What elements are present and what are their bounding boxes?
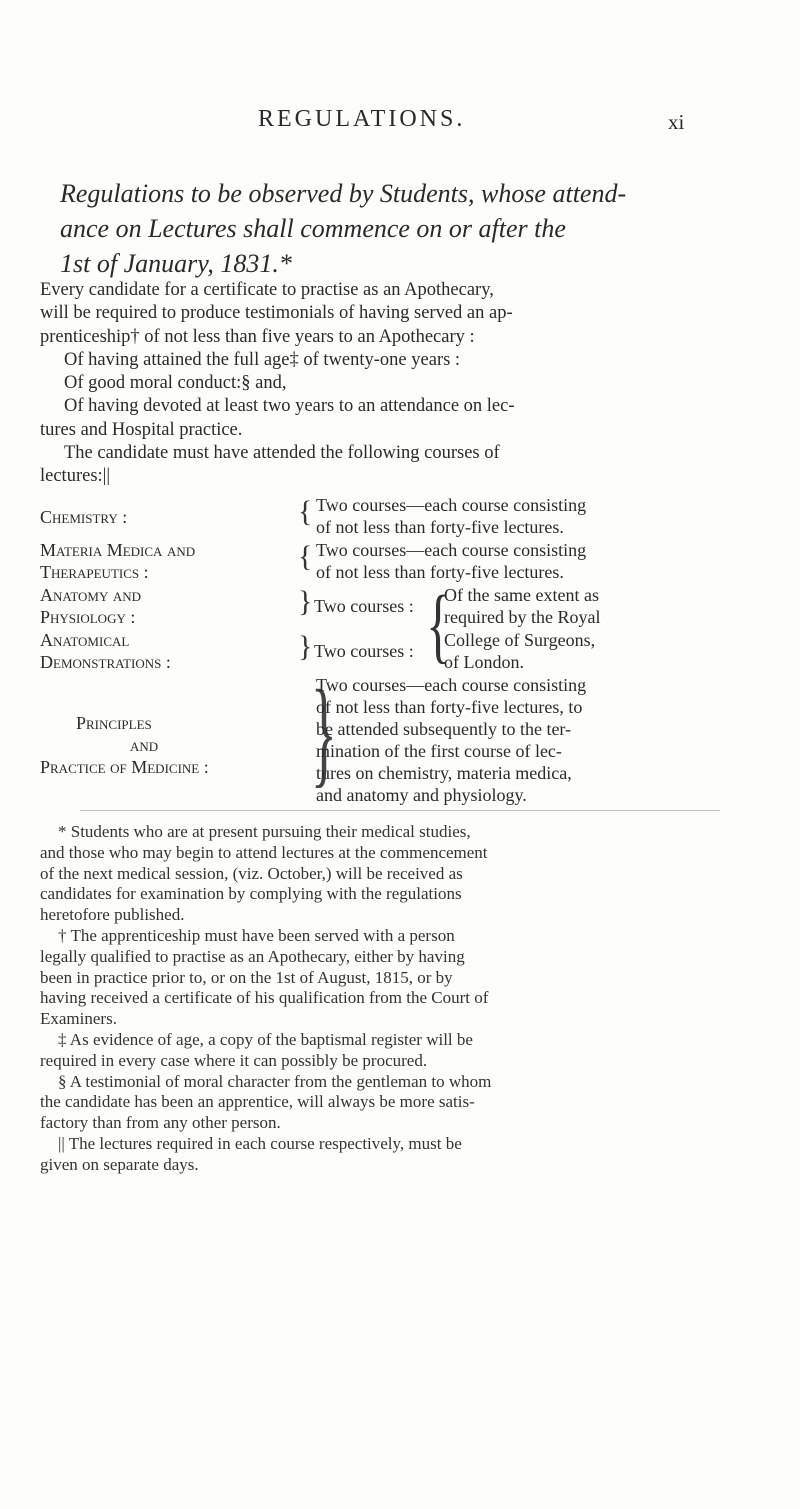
course-label-therapeutics: Therapeutics : <box>40 562 149 582</box>
footnote <box>40 822 762 926</box>
brace-icon: } <box>298 630 313 663</box>
footnote-divider <box>80 810 720 811</box>
footnotes <box>40 822 762 1176</box>
course-label-demonstrations: Demonstrations : <box>40 652 171 672</box>
course-desc-line: be attended subsequently to the ter- <box>316 719 572 739</box>
running-head <box>0 106 800 146</box>
course-label-chemistry: Chemistry : <box>40 507 128 527</box>
footnote-line: given on separate days. <box>40 1154 199 1174</box>
intro-line: Of having attained the full age‡ of twenty-one years : <box>64 349 461 370</box>
course-desc-line: Two courses—each course consisting <box>316 675 587 695</box>
footnote-line: required in every case where it can possibly be procured. <box>40 1050 428 1070</box>
page-number: xi <box>668 110 685 134</box>
heading-line: ance on Lectures shall commence on or after the <box>60 214 566 243</box>
footnote <box>40 926 762 1030</box>
course-desc-line: of not less than forty-five lectures. <box>316 517 564 537</box>
intro-line: Of having devoted at least two years to an attendance on lec- <box>64 396 515 417</box>
course-desc-line: tures on chemistry, materia medica, <box>316 763 572 783</box>
course-desc-line: Of the same extent as <box>444 585 599 605</box>
footnote-line: Examiners. <box>40 1009 117 1029</box>
intro-line: Of good moral conduct:§ and, <box>64 373 287 394</box>
heading-line: Regulations to be observed by Students, whose attend- <box>60 179 627 208</box>
footnote-line: heretofore published. <box>40 905 185 925</box>
course-desc-demonstrations: Two courses : <box>314 641 414 661</box>
intro-paragraph <box>40 279 760 489</box>
footnote-line: || The lectures required in each course respectively, must be <box>58 1133 462 1153</box>
brace-icon: } <box>310 665 337 798</box>
footnote-line: ‡ As evidence of age, a copy of the baptismal register will be <box>58 1029 473 1049</box>
footnote-line: † The apprenticeship must have been served with a person <box>58 925 455 945</box>
footnote-line: factory than from any other person. <box>40 1113 281 1133</box>
footnote <box>40 1030 762 1072</box>
intro-line: will be required to produce testimonials of having served an ap- <box>40 303 513 324</box>
course-desc-line: mination of the first course of lec- <box>316 741 562 761</box>
course-desc-line: Two courses—each course consisting <box>316 495 587 515</box>
course-label-materia-medica: Materia Medica and <box>40 540 196 560</box>
course-desc-line: of not less than forty-five lectures, to <box>316 697 583 717</box>
running-head-title: REGULATIONS. <box>258 106 466 132</box>
course-label-principles: Principles <box>76 713 152 733</box>
footnote-line: candidates for examination by complying with the regulations <box>40 884 462 904</box>
course-label-and: and <box>130 735 159 755</box>
courses-table <box>40 492 760 805</box>
brace-icon: { <box>426 579 451 672</box>
course-desc-line: Two courses—each course consisting <box>316 540 587 560</box>
course-label-physiology: Physiology : <box>40 607 136 627</box>
footnote-line: having received a certificate of his qualification from the Court of <box>40 988 489 1008</box>
course-desc-line: required by the Royal <box>444 607 601 627</box>
intro-line: lectures:|| <box>40 466 111 487</box>
regulations-heading <box>60 176 740 281</box>
footnote-line: § A testimonial of moral character from the gentleman to whom <box>58 1071 492 1091</box>
course-desc-line: College of Surgeons, <box>444 630 596 650</box>
footnote-line: of the next medical session, (viz. October,) will be received as <box>40 863 463 883</box>
intro-line: Every candidate for a certificate to practise as an Apothecary, <box>40 280 494 300</box>
course-desc-anatomy: Two courses : <box>314 596 414 616</box>
footnote-line: and those who may begin to attend lectures at the commencement <box>40 842 488 862</box>
course-desc-line: and anatomy and physiology. <box>316 785 527 805</box>
footnote-line: been in practice prior to, or on the 1st of August, 1815, or by <box>40 967 453 987</box>
brace-icon: { <box>298 495 313 528</box>
brace-icon: } <box>298 585 313 618</box>
course-label-practice-of-medicine: Practice of Medicine : <box>40 757 209 777</box>
heading-line: 1st of January, 1831.* <box>60 249 292 278</box>
course-label-anatomy: Anatomy and <box>40 585 142 605</box>
intro-line: The candidate must have attended the following courses of <box>64 443 500 464</box>
intro-line: prenticeship† of not less than five years to an Apothecary : <box>40 326 475 347</box>
footnote-line: the candidate has been an apprentice, will always be more satis- <box>40 1092 475 1112</box>
brace-icon: { <box>298 540 313 573</box>
course-desc-line: of not less than forty-five lectures. <box>316 562 564 582</box>
footnote <box>40 1134 762 1176</box>
footnote-line: * Students who are at present pursuing their medical studies, <box>58 822 471 841</box>
footnote-line: legally qualified to practise as an Apothecary, either by having <box>40 946 465 966</box>
intro-line: tures and Hospital practice. <box>40 419 243 440</box>
course-desc-line: of London. <box>444 652 524 672</box>
course-label-anatomical: Anatomical <box>40 630 130 650</box>
footnote <box>40 1072 762 1134</box>
